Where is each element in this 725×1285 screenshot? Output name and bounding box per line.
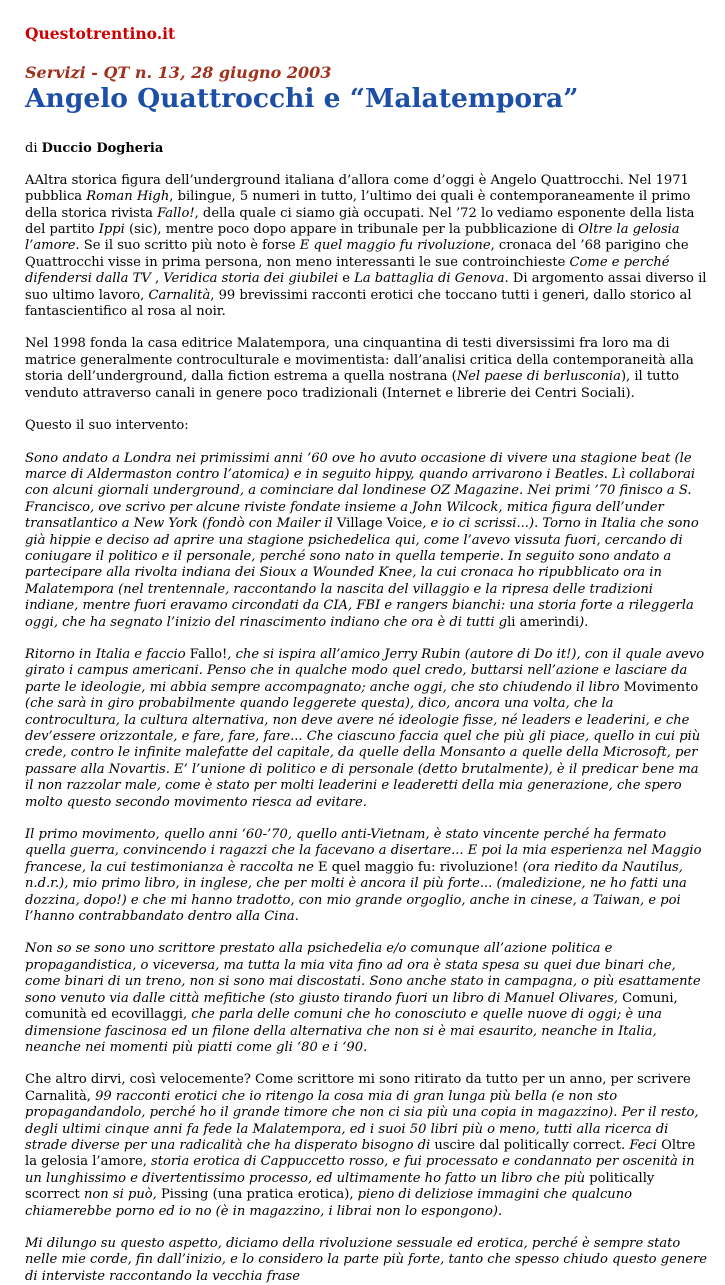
text-run: Non so se sono uno scrittore prestato alla psichedelia e/o comunque all’azione politica e propagandistica, o viceversa, ma tutta la mia vita fino ad ora è stata spesa su quei due binari che, come binari di un treno, non si sono mai discostati. Sono anche stato in campagna, o più esattamente sono venuto via dalle città mefitiche (sto giusto tirando fuori un libro di Manuel Olivares, (25, 941, 701, 1006)
article-rubric: Servizi - QT n. 13, 28 giugno 2003 (25, 63, 332, 82)
title-roman-high: Roman High (86, 189, 170, 205)
title-carnalita: Carnalità (148, 287, 211, 303)
quote-paragraph-fallo (25, 647, 709, 811)
title-oltre-la-gelosia: Oltre la gelosia l’amore (25, 222, 680, 254)
text-run: (sic), mentre poco dopo appare in tribunale per la pubblicazione di (124, 222, 579, 238)
text-run: , cronaca del ’68 parigino che Quattrocchi visse in prima persona, non meno interessanti le sue controinchieste (25, 238, 689, 270)
paragraph-intro (25, 173, 709, 321)
article-title: Angelo Quattrocchi e “Malatempora” (25, 83, 579, 114)
text-run: , (150, 271, 164, 287)
text-run: . Se il suo scritto più noto è forse (75, 238, 300, 254)
text-run: politically scorrect (25, 1170, 655, 1203)
byline (25, 141, 709, 156)
title-ippi: Ippi (98, 222, 125, 238)
quote-paragraph-sexual-revolution (25, 1236, 709, 1285)
title-e-quel-maggio: E quel maggio fu rivoluzione (299, 238, 491, 254)
text-run: Mi dilungo su questo aspetto, diciamo della rivoluzione sessuale ed erotica, perché è sempre stato nelle mie corde, fin dall’inizio, e lo considero la parte più forte, tanto che spesso chiudo questo genere di interviste raccontando la vecchia frase (25, 1235, 708, 1284)
text-run: Nel 1998 fonda la casa editrice Malatempora, una cinquantina di testi diversissimi fra loro ma di matrice generalmente controculturale e movimentista: dall’analisi critica della contemporaneità alla storia dell’underground, dalla fiction estrema a quella nostrana ( (25, 336, 694, 385)
text-run: AAltra storica figura dell’underground italiana d’allora come d’oggi è Angelo Quattrocchi. Nel 1971 pubblica (25, 172, 689, 205)
quote-paragraph-writer (25, 941, 709, 1056)
paragraph-malatempora (25, 336, 709, 402)
text-run: ). (579, 614, 589, 630)
text-run: Feci (629, 1137, 662, 1153)
title-come-e-perche: Come e perché difendersi dalla TV (25, 254, 670, 287)
title-fallo: Fallo! (189, 646, 228, 662)
text-run: ), il tutto venduto attraverso canali in genere poco tradizionali (Internet e librerie dei Centri Sociali). (25, 369, 680, 401)
title-e-quel-maggio: E quel maggio fu: rivoluzione! (318, 859, 519, 875)
paragraph-carnalita (25, 1072, 709, 1220)
site-name-link[interactable]: Questotrentino.it (25, 24, 176, 43)
text-run: non si può, (83, 1187, 161, 1203)
title-village-voice: Village Voice (336, 516, 423, 532)
title-movimento: Movimento (623, 679, 699, 695)
title-pissing: Pissing (una pratica erotica), (160, 1187, 358, 1203)
text-run: Ritorno in Italia e faccio (25, 646, 190, 662)
text-run: Sono andato a Londra nei primissimi anni ‘60 ove ho avuto occasione di vivere una stagione beat (le marce di Aldermaston contro l’atomica) e in seguito hippy, quando arrivarono i Beatles. Lì collaborai con alcuni giornali underground, a cominciare dal londinese OZ Magazine. Nei primi ’70 finisco a S. Francisco, ove scrivo per alcune riviste fondate insieme a John Wilcock, mitica figura dell’under transatlantico a New York (fondò con Mailer il (25, 450, 696, 532)
title-berlusconia: Nel paese di berlusconia (456, 369, 621, 385)
text-run: uscire dal politically correct. (434, 1137, 630, 1153)
author-name: Duccio Dogheria (41, 140, 164, 156)
text-run: , della quale ci siamo già occupati. Nel ’72 lo vediamo esponente della lista del partito (25, 205, 695, 238)
quote-paragraph-london (25, 451, 709, 631)
text-run: , e io ci scrissi...). Torno in Italia che sono già hippie e deciso ad aprire una stagione psichedelica qui, come l’avevo vissuta fuori, cercando di coniugare il politico e il personale, perché sono nato in quella temperie. In seguito sono andato a partecipare alla rivolta indiana dei Sioux a Wounded Knee, la cui cronaca ho ripubblicato ora in Malatempora (nel trentennale, raccontando la nascita del villaggio e la ripresa delle tradizioni indiane, mentre fuori eravamo circondati da CIA, FBI e rangers bianchi: una storia forte a rileggerla oggi, che ha segnato l’inizio del rinascimento indiano che ora è di tutti g (25, 516, 699, 630)
text-run: , che si ispira all’amico Jerry Rubin (autore di Do it!), con il quale avevo girato i campus americani. Penso che in qualche modo quel credo, buttarsi nell’azione e lasciare da parte le ideologie, mi abbia sempre accompagnato; anche oggi, che sto chiudendo il libro (25, 646, 705, 695)
text-run: , bilingue, 5 numeri in tutto, l’ultimo dei quali è contemporaneamente il primo della storica rivista (25, 189, 691, 221)
title-fallo: Fallo! (157, 205, 195, 221)
title-oltre-la-gelosia: Oltre la gelosia l’amore, (25, 1137, 696, 1170)
text-run: Il primo movimento, quello anni ‘60-’70, quello anti-Vietnam, è stato vincente perché ha fermato quella guerra, convincendo i ragazzi che la facevano a disertare... E poi la mia esperienza nel Maggio francese, la cui testimonianza è raccolta ne (25, 827, 702, 875)
text-run: li amerindi (507, 614, 580, 630)
text-run: pieno di deliziose immagini che qualcuno chiamerebbe porno ed io no (è in magazzino, i librai non lo espongono). (25, 1187, 633, 1219)
text-run: (che sarà in giro probabilmente quando leggerete questa), dico, ancora una volta, che la controcultura, la cultura alternativa, non deve avere né ideologie fisse, né leaders e leaderini, e che dev’essere orizzontale, e fare, fare, fare... Che ciascuno faccia quel che più gli piace, quello in cui più crede, contro le infinite malefatte del capitale, da quelle della Monsanto a quelle della Microsoft, per passare alla Novartis. E’ l’unione di politico e di personale (detto brutalmente), è il predicar bene ma il non razzolar male, come è stato per molti leaderini e leaderetti della mia generazione, che spero molto questo secondo movimento riesca ad evitare. (25, 696, 701, 810)
text-run: (ora riedito da Nautilus, n.d.r.), mio primo libro, in inglese, che per molti è ancora il più forte... (maledizione, ne ho fatti una dozzina, dopo!) e che mi hanno tradotto, con mio grande orgoglio, anche in cinese, a Taiwan, e poi l’hanno contrabbandato dentro alla Cina. (25, 859, 687, 925)
byline-prefix: di (25, 140, 42, 156)
text-run: Che altro dirvi, così velocemente? Come scrittore mi sono ritirato da tutto per un anno, per scrivere Carnalità, (25, 1072, 691, 1104)
quote-paragraph-first-movement (25, 827, 709, 925)
text-run: , 99 brevissimi racconti erotici che toccano tutti i generi, dallo storico al fantascientifico al rosa al noir. (25, 287, 692, 320)
title-veridica-storia: Veridica storia dei giubilei (163, 271, 339, 287)
text-run: e (338, 271, 355, 287)
text-run: 99 racconti erotici che io ritengo la cosa mia di gran lunga più bella (e non sto propagandandolo, perché ho il grande timore che non ci sia più una copia in magazzino). Per il resto, degli ultimi cinque anni fa fede la Malatempora, ed i suoi 50 libri più o meno, tutti alla ricerca di strade diverse per una radicalità che ha disperato bisogno di (25, 1088, 699, 1153)
text-run: storia erotica di Cappuccetto rosso, e fui processato e condannato per oscenità in un lunghissimo e divertentissimo processo, ed ultimamente ho fatto un libro che più (25, 1154, 695, 1186)
title-battaglia-di-genova: La battaglia di Genova (354, 271, 505, 287)
paragraph-lead-in: Questo il suo intervento: (25, 418, 189, 434)
text-run: . Di argomento assai diverso il suo ultimo lavoro, (25, 271, 707, 303)
title-comuni: Comuni, comunità ed ecovillaggi (25, 990, 678, 1023)
text-run: , che parla delle comuni che ho conosciuto e quelle nuove di oggi; è una dimensione fascinosa ed un filone della alternativa che non si è mai esaurito, neanche in Italia, neanche nei momenti più piatti come gli ‘80 e i ‘90. (25, 1007, 662, 1055)
